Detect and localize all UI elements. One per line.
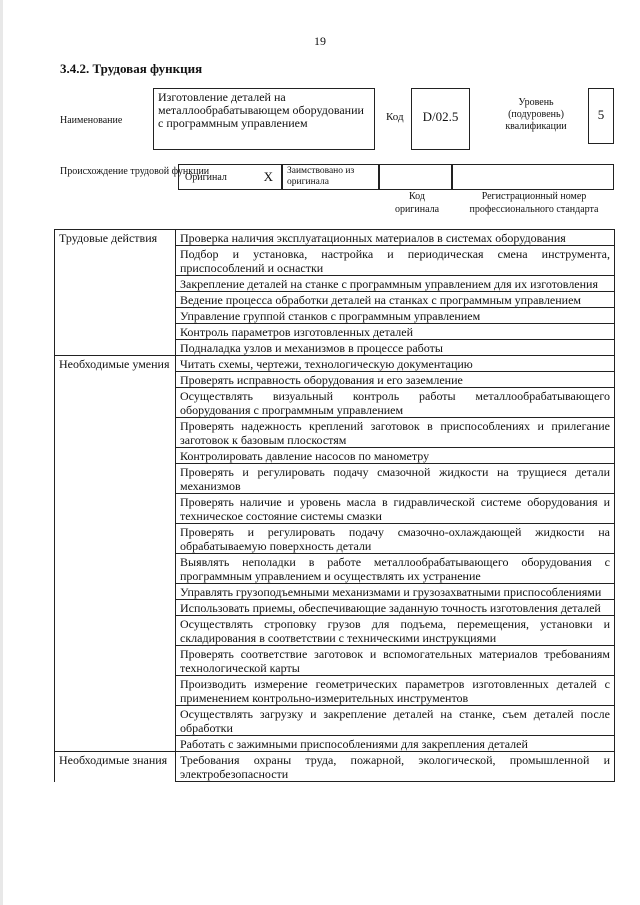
borrowed-box: Заимствовано из оригинала (282, 164, 379, 190)
knowledge-category: Необходимые знания (55, 752, 176, 782)
original-code-label: Код оригинала (394, 191, 440, 215)
table-row (55, 340, 615, 356)
actions-category: Трудовые действия (55, 230, 176, 246)
skills-item: Осуществлять визуальный контроль работы металлообрабатывающего оборудования с программным управлением (176, 388, 615, 418)
table-row (55, 388, 615, 418)
table-row (55, 524, 615, 554)
actions-category-continuation (55, 308, 176, 324)
function-name-box: Изготовление деталей на металлообрабатывающем оборудовании с программным управлением (153, 88, 375, 150)
name-label: Наименование (60, 115, 123, 126)
code-value-box: D/02.5 (411, 88, 470, 150)
skills-item: Проверять надежность креплений заготовок в приспособлениях и прилегание заготовок к базовым плоскостям (176, 418, 615, 448)
skills-item: Контролировать давление насосов по манометру (176, 448, 615, 464)
skills-category-continuation (55, 736, 176, 752)
skills-category-continuation (55, 464, 176, 494)
actions-category-continuation (55, 292, 176, 308)
table-row (55, 554, 615, 584)
skills-category-continuation (55, 524, 176, 554)
origin-label: Происхождение трудовой функции (60, 166, 210, 177)
page-number: 19 (314, 34, 326, 48)
skills-item: Управлять грузоподъемными механизмами и грузозахватными приспособлениями (176, 584, 615, 600)
original-label: Оригинал (185, 172, 227, 183)
original-mark: X (263, 169, 273, 184)
skills-item: Проверять и регулировать подачу смазочной жидкости на трущиеся детали механизмов (176, 464, 615, 494)
actions-item: Подбор и установка, настройка и периодическая смена инструмента, приспособлений и оснастки (176, 246, 615, 276)
skills-category-continuation (55, 706, 176, 736)
table-row (55, 448, 615, 464)
knowledge-item: Требования охраны труда, пожарной, экологической, промышленной и электробезопасности (176, 752, 615, 782)
skills-item: Выявлять неполадки в работе металлообрабатывающего оборудования с программным управлением и осуществлять их устранение (176, 554, 615, 584)
actions-item: Ведение процесса обработки деталей на станках с программным управлением (176, 292, 615, 308)
table-row (55, 600, 615, 616)
table-row (55, 324, 615, 340)
skills-item: Работать с зажимными приспособлениями для закрепления деталей (176, 736, 615, 752)
skills-category-continuation (55, 494, 176, 524)
actions-category-continuation (55, 324, 176, 340)
table-row (55, 676, 615, 706)
table-row (55, 646, 615, 676)
skills-category-continuation (55, 554, 176, 584)
skills-category-continuation (55, 616, 176, 646)
table-row (55, 706, 615, 736)
section-title: 3.4.2. Трудовая функция (60, 61, 203, 76)
actions-category-continuation (55, 276, 176, 292)
function-table (54, 229, 615, 782)
original-box (178, 164, 282, 190)
skills-category-continuation (55, 676, 176, 706)
actions-item: Управление группой станков с программным управлением (176, 308, 615, 324)
level-label: Уровень (подуровень) квалификации (505, 97, 567, 132)
table-row (55, 246, 615, 276)
actions-category-continuation (55, 340, 176, 356)
actions-item: Контроль параметров изготовленных деталей (176, 324, 615, 340)
actions-item: Закрепление деталей на станке с программным управлением для их изготовления (176, 276, 615, 292)
skills-item: Читать схемы, чертежи, технологическую документацию (176, 356, 615, 372)
skills-item: Производить измерение геометрических параметров изготовленных деталей с применением контрольно-измерительных инструментов (176, 676, 615, 706)
skills-item: Использовать приемы, обеспечивающие заданную точность изготовления деталей (176, 600, 615, 616)
skills-category-continuation (55, 646, 176, 676)
table-row (55, 494, 615, 524)
registration-label: Регистрационный номер профессионального стандарта (469, 191, 599, 215)
skills-item: Проверять наличие и уровень масла в гидравлической системе оборудования и техническое состояние системы смазки (176, 494, 615, 524)
skills-item: Осуществлять загрузку и закрепление деталей на станке, съем деталей после обработки (176, 706, 615, 736)
table-row (55, 616, 615, 646)
skills-category-continuation (55, 388, 176, 418)
skills-item: Проверять соответствие заготовок и вспомогательных материалов требованиям технологической карты (176, 646, 615, 676)
table-row (55, 464, 615, 494)
skills-item: Осуществлять строповку грузов для подъема, перемещения, установки и складирования в соответствии с техническими инструкциями (176, 616, 615, 646)
table-row (55, 418, 615, 448)
table-row (55, 372, 615, 388)
registration-number-box (452, 164, 614, 190)
table-row (55, 356, 615, 372)
level-value-box: 5 (588, 88, 614, 144)
actions-category-continuation (55, 246, 176, 276)
original-code-box (379, 164, 452, 190)
skills-category-continuation (55, 372, 176, 388)
skills-category: Необходимые умения (55, 356, 176, 372)
skills-category-continuation (55, 448, 176, 464)
actions-item: Проверка наличия эксплуатационных материалов в системах оборудования (176, 230, 615, 246)
scan-edge (0, 0, 3, 905)
skills-category-continuation (55, 584, 176, 600)
function-table-body (55, 230, 615, 782)
skills-item: Проверять исправность оборудования и его заземление (176, 372, 615, 388)
skills-category-continuation (55, 418, 176, 448)
skills-item: Проверять и регулировать подачу смазочно-охлаждающей жидкости на обрабатываемую поверхность детали (176, 524, 615, 554)
table-row (55, 276, 615, 292)
table-row (55, 230, 615, 246)
table-row (55, 308, 615, 324)
skills-category-continuation (55, 600, 176, 616)
table-row (55, 736, 615, 752)
table-row (55, 584, 615, 600)
table-row (55, 752, 615, 782)
actions-item: Подналадка узлов и механизмов в процессе работы (176, 340, 615, 356)
code-label: Код (386, 111, 404, 123)
table-row (55, 292, 615, 308)
